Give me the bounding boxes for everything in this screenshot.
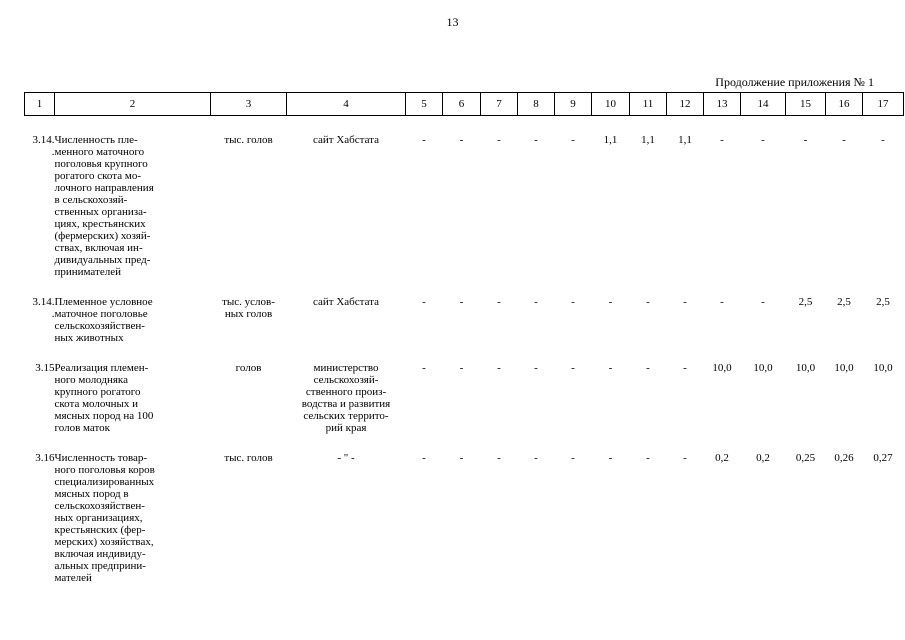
value-cell: - [534, 452, 538, 464]
value-cell: - [534, 296, 538, 308]
value-cell: - [842, 134, 846, 146]
value-cell: 10,0 [712, 362, 732, 374]
column-header: 10 [592, 93, 630, 116]
value-cell: 0,27 [873, 452, 893, 464]
column-header: 5 [406, 93, 443, 116]
column-header: 7 [481, 93, 518, 116]
indicator-name: Племенное условное маточное поголовье сельскохозяйствен- ных животных [54, 296, 153, 344]
value-cell: - [646, 296, 650, 308]
indicator-name: Численность товар- ного поголовья коров специализированных мясных пород в сельскохозяйствен- ных организациях, крестьянских (фер- мерских) хозяйствах, включая индивиду- альных предприни- мателей [54, 452, 155, 584]
data-table [24, 92, 904, 584]
value-cell: - [422, 134, 426, 146]
row-spacer [25, 434, 904, 452]
column-header: 17 [863, 93, 904, 116]
row-number: 3.14. . [32, 134, 55, 158]
value-cell: - [497, 362, 501, 374]
column-header: 3 [211, 93, 287, 116]
column-header: 2 [55, 93, 211, 116]
indicator-name: Численность пле- менного маточного поголовья крупного рогатого скота мо- лочного направления в сельскохозяй- ственных организа- циях, крестьянских (фермерских) хозяй- ствах, включая ин- дивидуальных пред- принимателей [54, 134, 154, 278]
row-number: 3.16 [35, 452, 55, 464]
value-cell: 1,1 [603, 134, 618, 146]
row-spacer [25, 344, 904, 362]
value-cell: - [608, 296, 613, 308]
column-header: 8 [518, 93, 555, 116]
column-header: 1 [25, 93, 55, 116]
value-cell: - [683, 452, 687, 464]
value-cell: - [646, 452, 650, 464]
value-cell: - [459, 362, 464, 374]
value-cell: 10,0 [753, 362, 773, 374]
appendix-caption: Продолжение приложения № 1 [715, 75, 874, 89]
value-cell: 10,0 [834, 362, 854, 374]
data-source: сайт Хабстата [312, 134, 379, 146]
row-number: 3.14. . [32, 296, 55, 320]
value-cell: - [683, 296, 687, 308]
row-spacer [25, 278, 904, 296]
column-header: 9 [555, 93, 592, 116]
row-spacer [25, 116, 904, 135]
value-cell: 1,1 [641, 134, 655, 146]
value-cell: 10,0 [873, 362, 893, 374]
table-row [25, 134, 904, 278]
column-header: 15 [786, 93, 826, 116]
value-cell: - [497, 452, 501, 464]
column-header: 14 [741, 93, 786, 116]
value-cell: 2,5 [876, 296, 890, 308]
value-cell: 0,2 [756, 452, 770, 464]
value-cell: 10,0 [795, 362, 816, 374]
value-cell: - [459, 452, 464, 464]
value-cell: - [571, 452, 575, 464]
column-header: 12 [667, 93, 704, 116]
data-source: министерство сельскохозяй- ственного произ- водства и развития сельских террито- рий края [301, 362, 391, 434]
value-cell: - [683, 362, 687, 374]
value-cell: 2,5 [837, 296, 851, 308]
page-number: 13 [446, 15, 459, 29]
header-row [25, 93, 904, 116]
value-cell: 1,1 [678, 134, 692, 146]
value-cell: - [571, 134, 575, 146]
value-cell: 0,25 [795, 452, 816, 464]
value-cell: - [459, 134, 464, 146]
value-cell: - [761, 134, 765, 146]
value-cell: - [608, 362, 613, 374]
value-cell: - [571, 296, 575, 308]
value-cell: - [720, 296, 724, 308]
indicator-name: Реализация племен- ного молодняка крупного рогатого скота молочных и мясных пород на 100 голов маток [54, 362, 154, 434]
data-source: сайт Хабстата [312, 296, 379, 308]
data-source: - " - [337, 452, 355, 464]
unit-of-measure: тыс. услов- ных голов [222, 296, 275, 320]
value-cell: - [534, 362, 538, 374]
value-cell: 0,26 [834, 452, 854, 464]
value-cell: - [761, 296, 765, 308]
table-row [25, 296, 904, 344]
column-header: 4 [287, 93, 406, 116]
table-row [25, 452, 904, 584]
value-cell: 2,5 [798, 296, 813, 308]
value-cell: 0,2 [715, 452, 729, 464]
value-cell: - [646, 362, 650, 374]
value-cell: - [422, 452, 426, 464]
column-header: 6 [443, 93, 481, 116]
value-cell: - [720, 134, 724, 146]
column-header: 16 [826, 93, 863, 116]
column-header: 13 [704, 93, 741, 116]
value-cell: - [497, 296, 501, 308]
value-cell: - [571, 362, 575, 374]
value-cell: - [422, 296, 426, 308]
value-cell: - [459, 296, 464, 308]
unit-of-measure: голов [235, 362, 262, 374]
value-cell: - [534, 134, 538, 146]
unit-of-measure: тыс. голов [224, 134, 273, 146]
row-number: 3.15 [35, 362, 55, 374]
column-header: 11 [630, 93, 667, 116]
value-cell: - [608, 452, 613, 464]
value-cell: - [497, 134, 501, 146]
value-cell: - [422, 362, 426, 374]
table-row [25, 362, 904, 434]
unit-of-measure: тыс. голов [224, 452, 273, 464]
value-cell: - [803, 134, 808, 146]
value-cell: - [881, 134, 885, 146]
